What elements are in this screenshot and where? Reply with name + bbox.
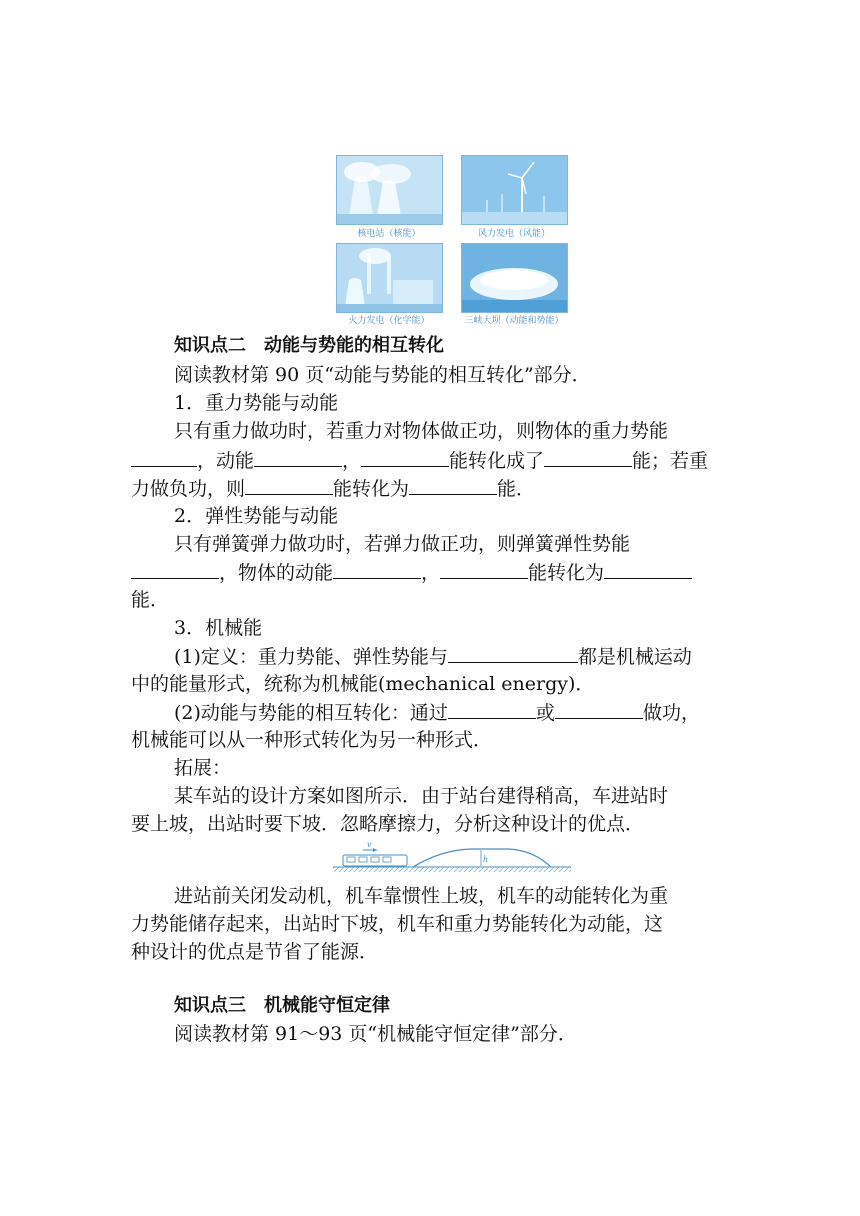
paragraph-line: 某车站的设计方案如图所示．由于站台建得稍高，车进站时 <box>174 785 669 807</box>
fill-blank[interactable] <box>333 558 421 579</box>
section-heading: 知识点三 机械能守恒定律 <box>174 995 390 1016</box>
extension-label: 拓展： <box>174 757 232 779</box>
three-gorges-dam-photo <box>461 243 568 313</box>
reading-note: 阅读教材第 90 页“动能与势能的相互转化”部分． <box>174 364 591 386</box>
figure-caption: 三峡大坝（动能和势能） <box>464 316 564 326</box>
paragraph-line: 要上坡，出站时要下坡．忽略摩擦力，分析这种设计的优点． <box>131 813 645 835</box>
velocity-label: v <box>367 840 372 849</box>
fill-blank[interactable] <box>555 698 643 719</box>
paragraph-line: ，物体的动能 ， 能转化为 <box>131 558 692 587</box>
fill-blank[interactable] <box>131 446 197 467</box>
item-title: 2．弹性势能与动能 <box>174 505 339 527</box>
paragraph-line: (1)定义：重力势能、弹性势能与 都是机械运动 <box>174 642 692 671</box>
height-label: h <box>483 855 489 864</box>
wind-farm-photo <box>461 155 568 225</box>
paragraph-line: 进站前关闭发动机，机车靠惯性上坡，机车的动能转化为重 <box>174 885 669 907</box>
reading-note: 阅读教材第 91～93 页“机械能守恒定律”部分． <box>174 1023 577 1045</box>
paragraph-line: 力势能储存起来，出站时下坡，机车和重力势能转化为动能，这 <box>131 913 664 935</box>
item-title: 3．机械能 <box>174 617 263 639</box>
fill-blank[interactable] <box>604 558 692 579</box>
fill-blank[interactable] <box>544 446 632 467</box>
figure-caption: 风力发电（风能） <box>477 229 550 239</box>
paragraph-line: 力做负功，则 能转化为 能． <box>131 474 535 503</box>
paragraph-line: 能． <box>131 589 170 611</box>
paragraph-line: 只有弹簧弹力做功时，若弹力做正功，则弹簧弹性势能 <box>174 533 631 555</box>
energy-photos-figure <box>336 155 568 327</box>
fill-blank[interactable] <box>448 642 578 663</box>
figure-caption: 火力发电（化学能） <box>348 316 430 326</box>
paragraph-line: (2)动能与势能的相互转化：通过 或 做功， <box>174 698 700 727</box>
fill-blank[interactable] <box>361 446 449 467</box>
paragraph-line: 只有重力做功时，若重力对物体做正功，则物体的重力势能 <box>174 420 669 442</box>
fill-blank[interactable] <box>440 558 528 579</box>
fill-blank[interactable] <box>245 474 333 495</box>
station-slope-diagram <box>333 838 571 874</box>
fill-blank[interactable] <box>409 474 497 495</box>
paragraph-line: 种设计的优点是节省了能源． <box>131 941 379 963</box>
figure-caption: 核电站（核能） <box>357 229 421 239</box>
paragraph-line: ，动能 ， 能转化成了 能；若重 <box>131 446 708 475</box>
thermal-plant-photo <box>336 243 443 313</box>
nuclear-plant-photo <box>336 155 443 225</box>
fill-blank[interactable] <box>254 446 342 467</box>
paragraph-line: 中的能量形式，统称为机械能(mechanical energy)． <box>131 673 595 695</box>
fill-blank[interactable] <box>448 698 536 719</box>
section-heading: 知识点二 动能与势能的相互转化 <box>174 335 444 356</box>
fill-blank[interactable] <box>131 558 219 579</box>
paragraph-line: 机械能可以从一种形式转化为另一种形式． <box>131 729 493 751</box>
item-title: 1．重力势能与动能 <box>174 392 339 414</box>
